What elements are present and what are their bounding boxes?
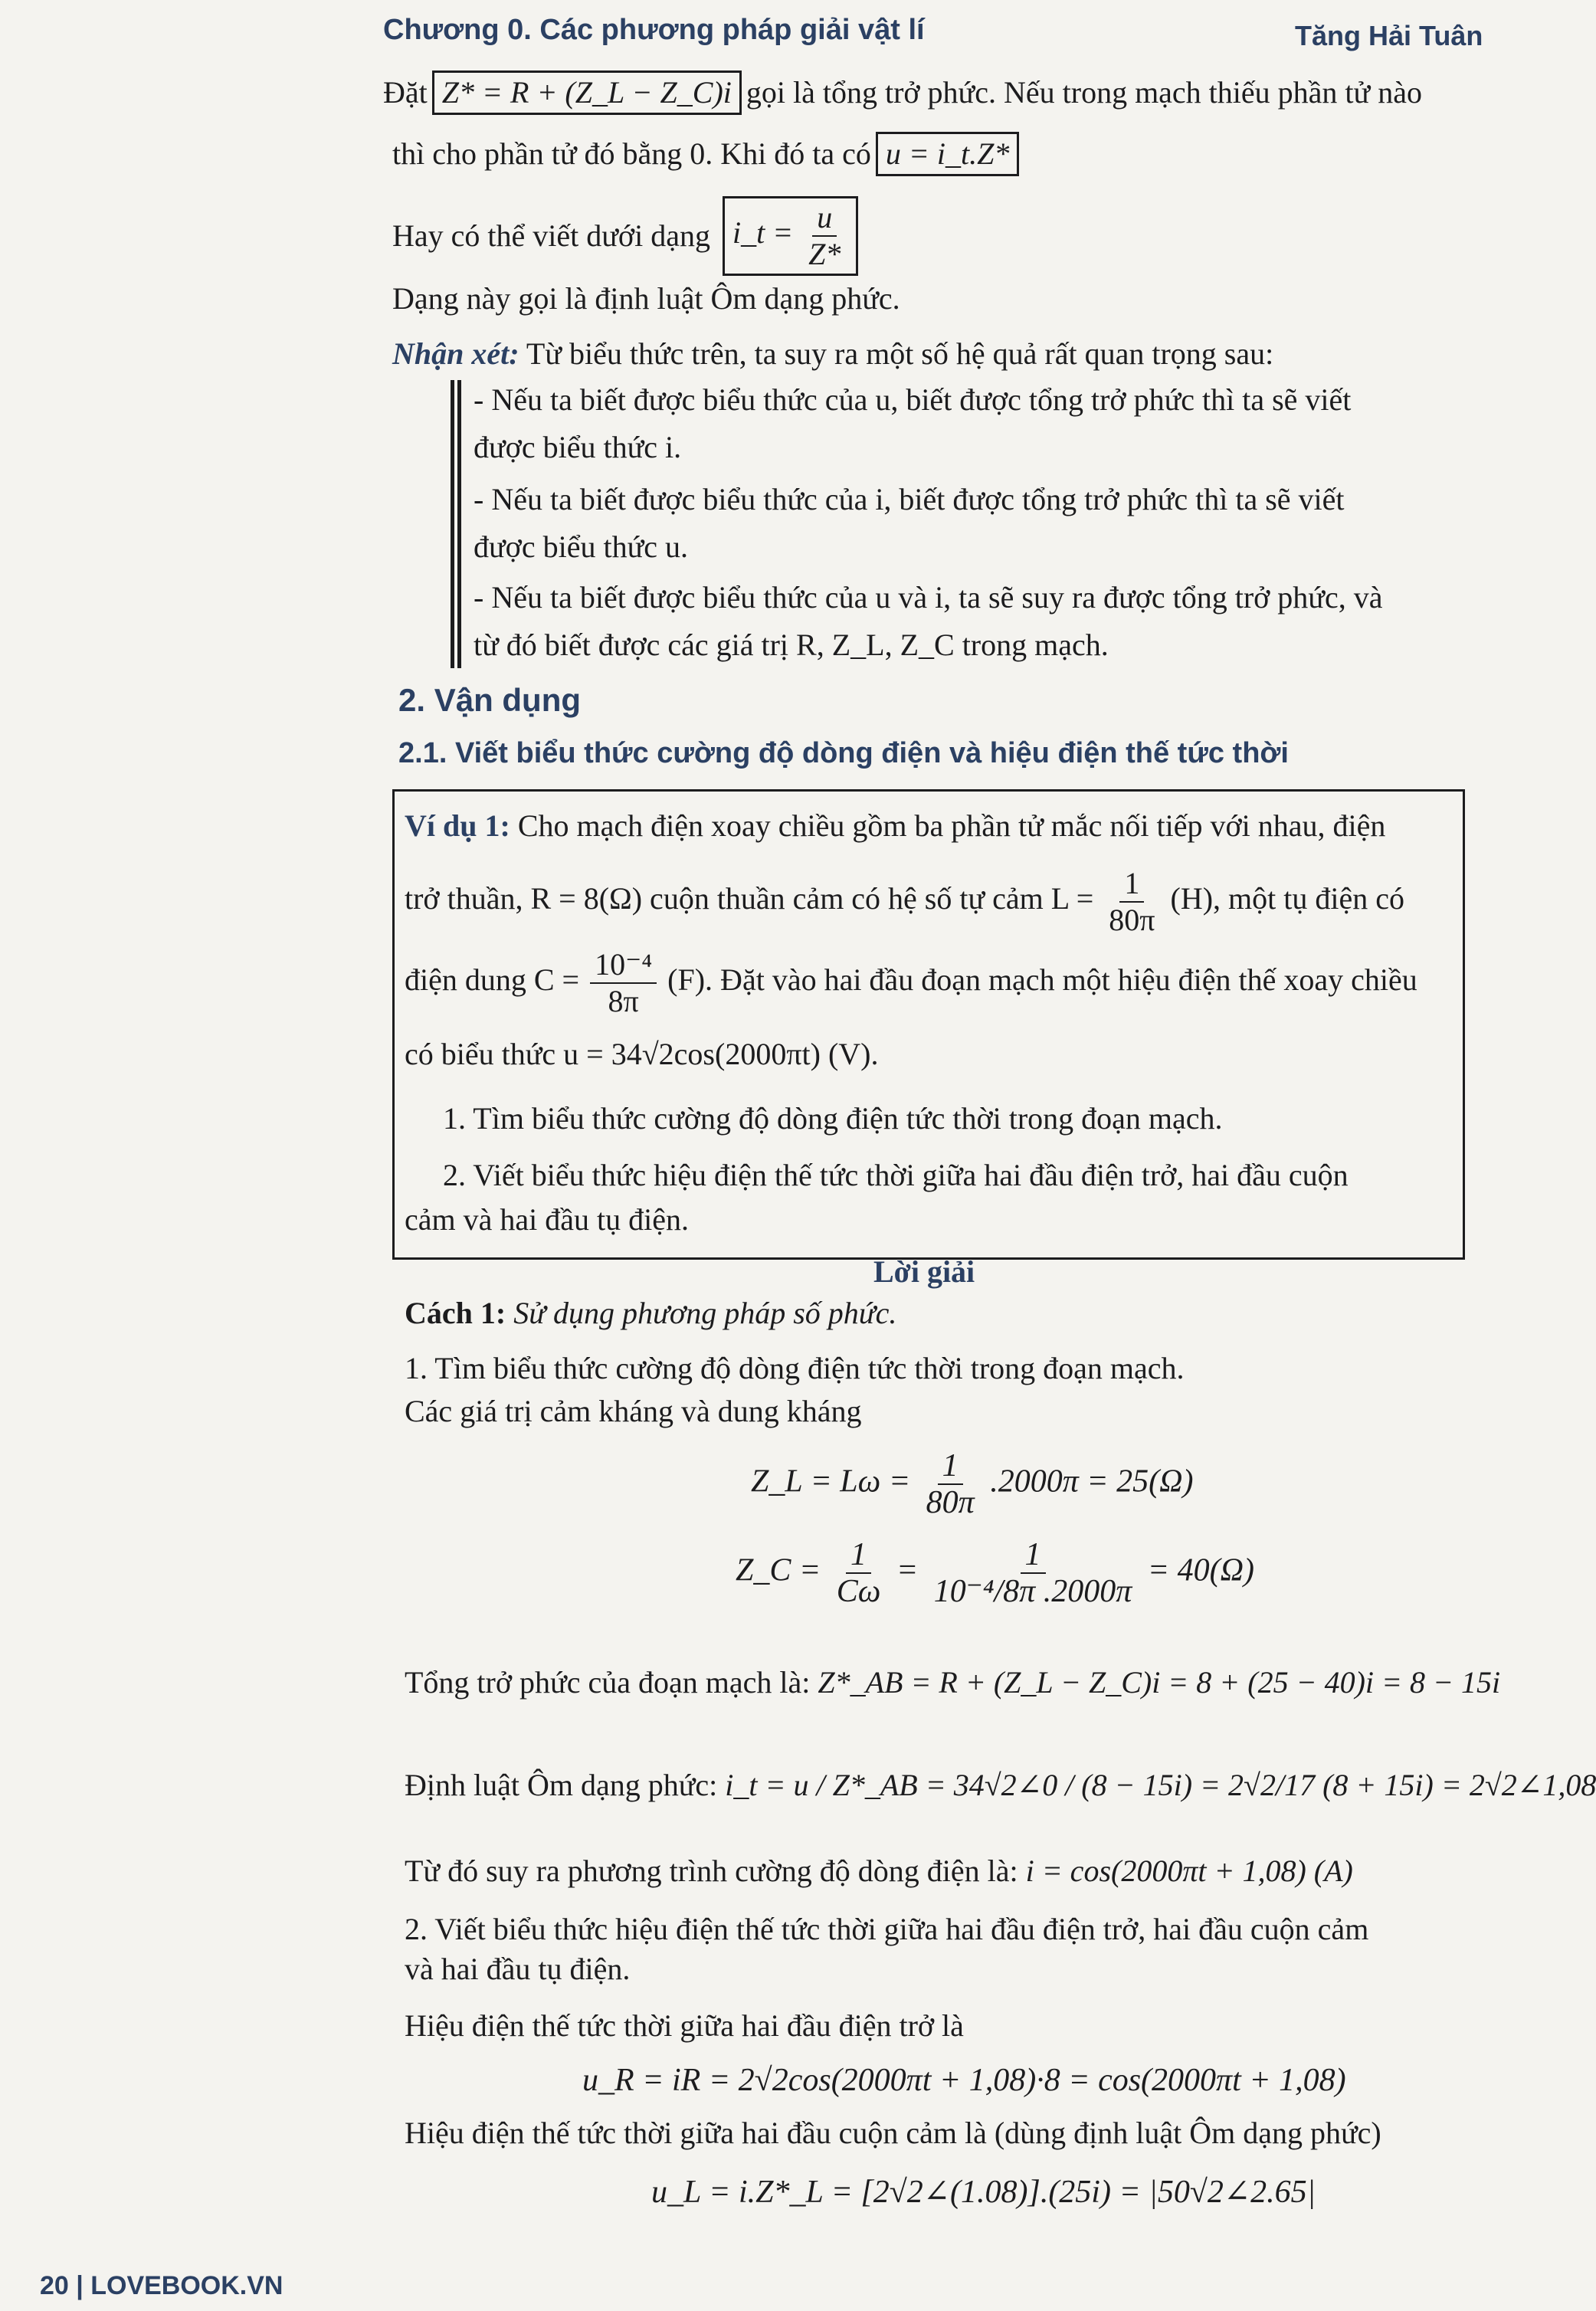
example-question-2b: cảm và hai đầu tụ điện. [405, 1202, 689, 1237]
solution-step-1: 1. Tìm biểu thức cường độ dòng điện tức thời trong đoạn mạch. [405, 1351, 1185, 1385]
solution-step-2: Các giá trị cảm kháng và dung kháng [405, 1394, 862, 1428]
eq-zl: Z_L = Lω = $\frac{1}{80\pi}$ .2000π = 25(Ω) [751, 1448, 1194, 1520]
remark-line: Nhận xét: Từ biểu thức trên, ta suy ra một số hệ quả rất quan trọng sau: [392, 336, 1274, 371]
eq-ul: u_L = i.Z*_L = [2√2∠(1.08)].(25i) = |50√2∠2.65| [651, 2175, 1316, 2210]
example-question-2: 2. Viết biểu thức hiệu điện thế tức thời giữa hai đầu điện trở, hai đầu cuộn [443, 1158, 1349, 1192]
example-line-2: trở thuần, R = 8(Ω) cuộn thuần cảm có hệ số tự cảm L = $\frac{1}{80\pi}$ (H), một tụ điện có [405, 866, 1404, 937]
solution-step-5: Từ đó suy ra phương trình cường độ dòng điện là: i = cos(2000πt + 1,08) (A) [405, 1854, 1353, 1888]
solution-title: Lời giải [873, 1254, 975, 1289]
remark-item-2: - Nếu ta biết được biểu thức của i, biết được tổng trở phức thì ta sẽ viết [474, 482, 1345, 516]
solution-step-7: Hiệu điện thế tức thời giữa hai đầu điện trở là [405, 2008, 964, 2043]
intro-line-3: Hay có thể viết dưới dạng i_t = $\frac{u}{Z*}$ [392, 196, 863, 276]
intro-line-4: Dạng này gọi là định luật Ôm dạng phức. [392, 281, 900, 316]
solution-step-6: 2. Viết biểu thức hiệu điện thế tức thời giữa hai đầu điện trở, hai đầu cuộn cảm [405, 1912, 1369, 1946]
solution-step-6b: và hai đầu tụ điện. [405, 1952, 631, 1986]
current-formula-box: i_t = $\frac{u}{Z*}$ [723, 196, 858, 276]
solution-step-8: Hiệu điện thế tức thời giữa hai đầu cuộn cảm là (dùng định luật Ôm dạng phức) [405, 2116, 1381, 2150]
chapter-header: Chương 0. Các phương pháp giải vật lí [383, 14, 925, 46]
page-footer: 20 | LOVEBOOK.VN [40, 2271, 283, 2300]
example-line-1: Ví dụ 1: Cho mạch điện xoay chiều gồm ba phần tử mắc nối tiếp với nhau, điện [405, 808, 1386, 843]
example-line-3: điện dung C = $\frac{\text{10⁻⁴}}{8\pi}$ (F). Đặt vào hai đầu đoạn mạch một hiệu điện thế xoay chiều [405, 947, 1417, 1018]
section-2-1-heading: 2.1. Viết biểu thức cường độ dòng điện và hiệu điện thế tức thời [398, 737, 1289, 769]
intro-line-1: Đặt Z* = R + (Z_L − Z_C)i gọi là tổng trở phức. Nếu trong mạch thiếu phần tử nào [383, 70, 1422, 115]
remark-item-1: - Nếu ta biết được biểu thức của u, biết được tổng trở phức thì ta sẽ viết [474, 382, 1352, 417]
method-line: Cách 1: Sử dụng phương pháp số phức. [405, 1296, 897, 1330]
solution-step-3: Tổng trở phức của đoạn mạch là: Z*_AB = R + (Z_L − Z_C)i = 8 + (25 − 40)i = 8 − 15i [405, 1665, 1501, 1700]
eq-zc: Z_C = $\frac{1}{C\omega}$ = $\frac{1}{\text{10⁻⁴/8π .2000π}}$ = 40(Ω) [736, 1537, 1254, 1609]
remark-item-2b: được biểu thức u. [474, 529, 688, 564]
complex-impedance-box: Z* = R + (Z_L − Z_C)i [432, 70, 742, 115]
eq-ur: u_R = iR = 2√2cos(2000πt + 1,08)·8 = cos(2000πt + 1,08) [582, 2063, 1346, 2098]
example-line-4: có biểu thức u = 34√2cos(2000πt) (V). [405, 1037, 879, 1071]
example-question-1: 1. Tìm biểu thức cường độ dòng điện tức thời trong đoạn mạch. [443, 1101, 1223, 1136]
intro-line-2: thì cho phần tử đó bằng 0. Khi đó ta có u = i_t.Z* [392, 132, 1024, 176]
author-header: Tăng Hải Tuân [1295, 20, 1483, 51]
remark-item-3b: từ đó biết được các giá trị R, Z_L, Z_C trong mạch. [474, 628, 1109, 662]
remark-item-1b: được biểu thức i. [474, 430, 682, 464]
ohm-law-box: u = i_t.Z* [876, 132, 1019, 176]
remark-item-3: - Nếu ta biết được biểu thức của u và i, ta sẽ suy ra được tổng trở phức, và [474, 580, 1383, 615]
solution-step-4: Định luật Ôm dạng phức: i_t = u / Z*_AB = 34√2∠0 / (8 − 15i) = 2√2/17 (8 + 15i) = 2√2∠1,08 [405, 1768, 1596, 1802]
section-2-heading: 2. Vận dụng [398, 682, 582, 718]
remark-bar [451, 380, 461, 668]
